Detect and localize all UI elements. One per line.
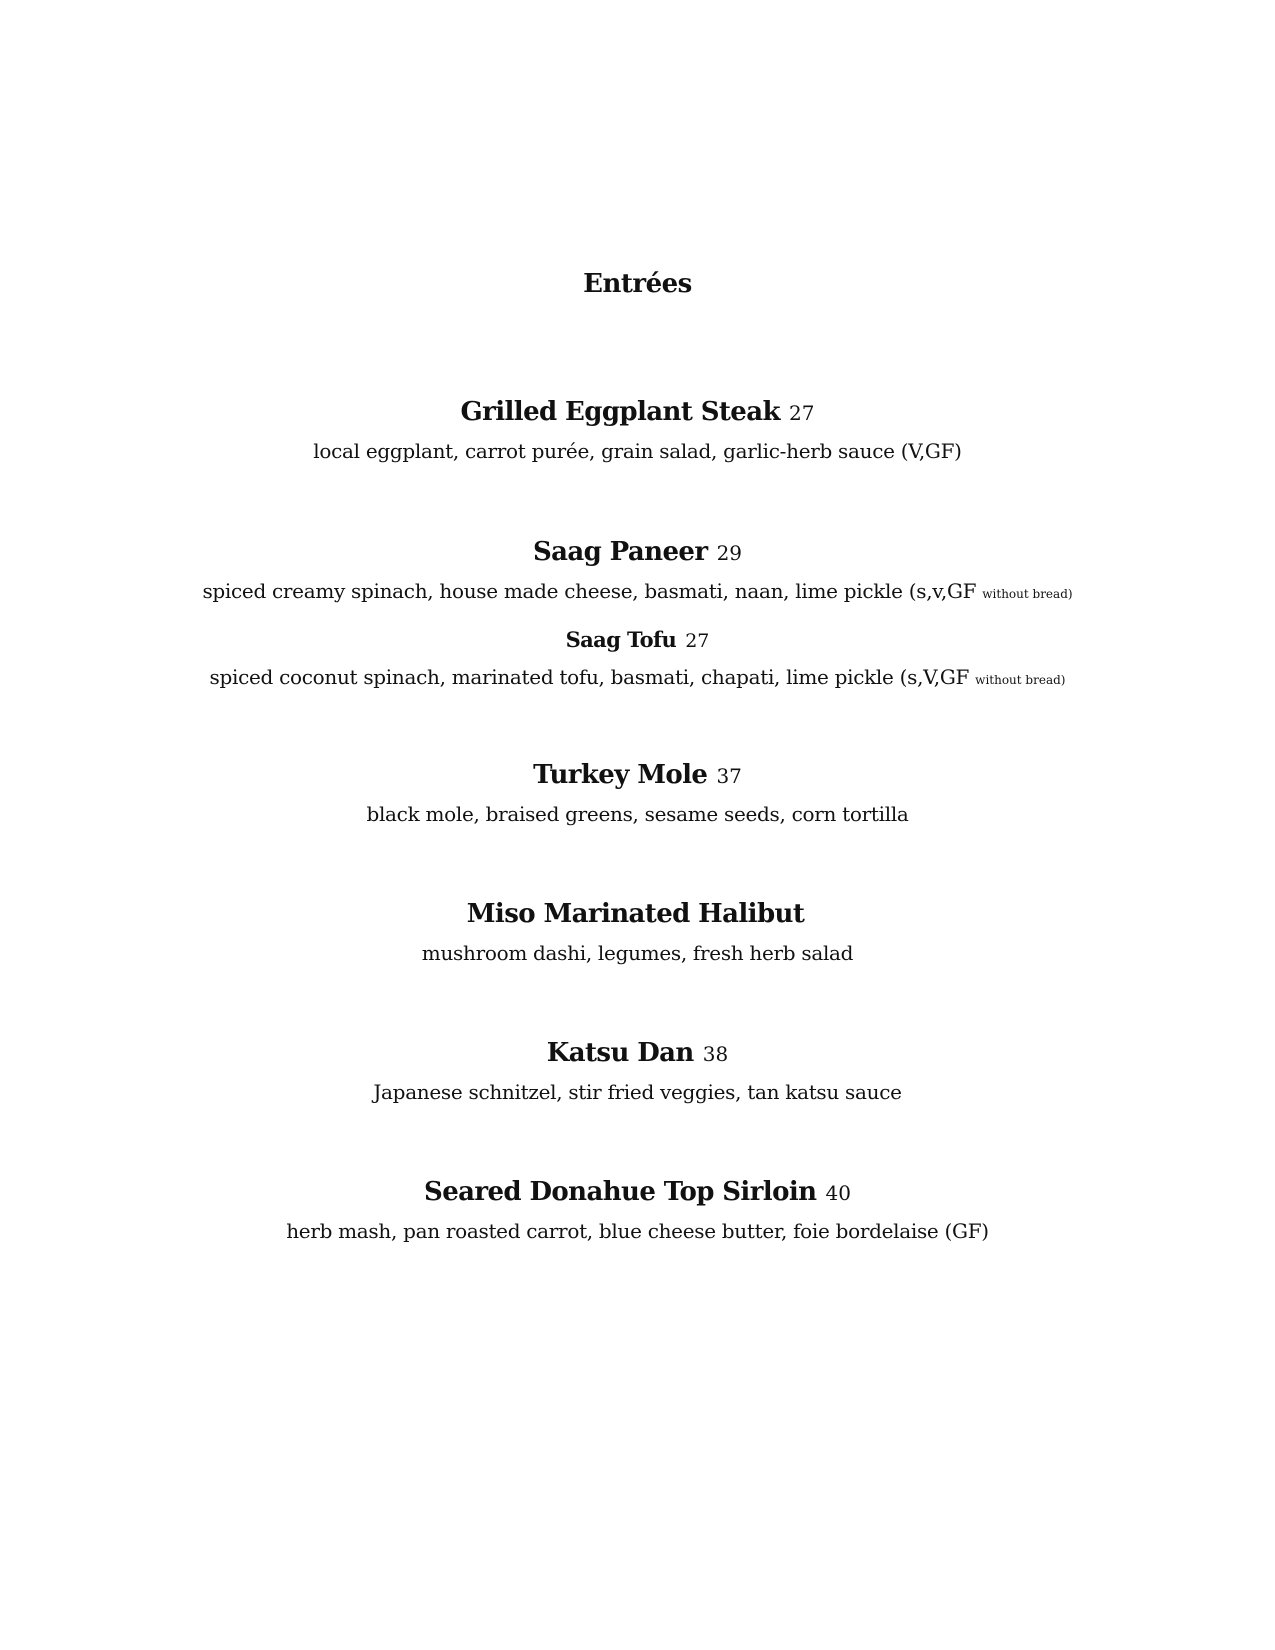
dish-name: Turkey Mole (533, 760, 708, 790)
dish-description-text: mushroom dashi, legumes, fresh herb salad (421, 941, 854, 965)
dish-miso-marinated-halibut (0, 896, 1275, 968)
dish-description (0, 1077, 1275, 1107)
dish-name: Saag Paneer (532, 537, 708, 567)
dish-description-text: spiced creamy spinach, house made cheese, basmati, naan, lime pickle (s,v,GF (202, 579, 977, 603)
dish-name-line (0, 896, 1275, 932)
dish-seared-donahue-top-sirloin (0, 1174, 1275, 1246)
dish-name-line (0, 394, 1275, 430)
dish-description-text: local eggplant, carrot purée, grain salad, garlic-herb sauce (V,GF) (313, 439, 962, 463)
dish-description-text: black mole, braised greens, sesame seeds, corn tortilla (366, 802, 909, 826)
dish-description (0, 799, 1275, 829)
dish-saag-paneer (0, 534, 1275, 609)
dish-description (0, 436, 1275, 466)
dish-katsu-dan (0, 1035, 1275, 1107)
dish-name-line (0, 757, 1275, 793)
dish-grilled-eggplant-steak (0, 394, 1275, 466)
dish-name: Katsu Dan (546, 1038, 694, 1068)
dish-turkey-mole (0, 757, 1275, 829)
dish-name-line (0, 1035, 1275, 1071)
dish-price: 29 (716, 541, 743, 565)
dish-description (0, 662, 1275, 695)
dish-description (0, 576, 1275, 609)
dish-note: without bread) (982, 587, 1073, 601)
dish-price: 38 (702, 1042, 729, 1066)
dish-description-text: herb mash, pan roasted carrot, blue cheese butter, foie bordelaise (GF) (286, 1219, 989, 1243)
dish-note: without bread) (975, 673, 1066, 687)
dish-name-line (0, 534, 1275, 570)
dish-saag-tofu (0, 622, 1275, 695)
dish-description-text: spiced coconut spinach, marinated tofu, basmati, chapati, lime pickle (s,V,GF (209, 665, 970, 689)
dish-name: Miso Marinated Halibut (466, 899, 805, 929)
section-title: Entrées (583, 269, 692, 299)
dish-price: 27 (788, 401, 815, 425)
dish-name: Grilled Eggplant Steak (460, 397, 780, 427)
dish-name-line (0, 622, 1275, 658)
dish-price: 27 (685, 630, 710, 652)
dish-description (0, 1216, 1275, 1246)
dish-price: 40 (825, 1181, 851, 1205)
dish-name: Saag Tofu (565, 627, 677, 652)
dish-description (0, 938, 1275, 968)
dish-name-line (0, 1174, 1275, 1210)
dish-price: 37 (716, 764, 742, 788)
dish-name: Seared Donahue Top Sirloin (424, 1177, 817, 1207)
dish-description-text: Japanese schnitzel, stir fried veggies, tan katsu sauce (373, 1080, 902, 1104)
